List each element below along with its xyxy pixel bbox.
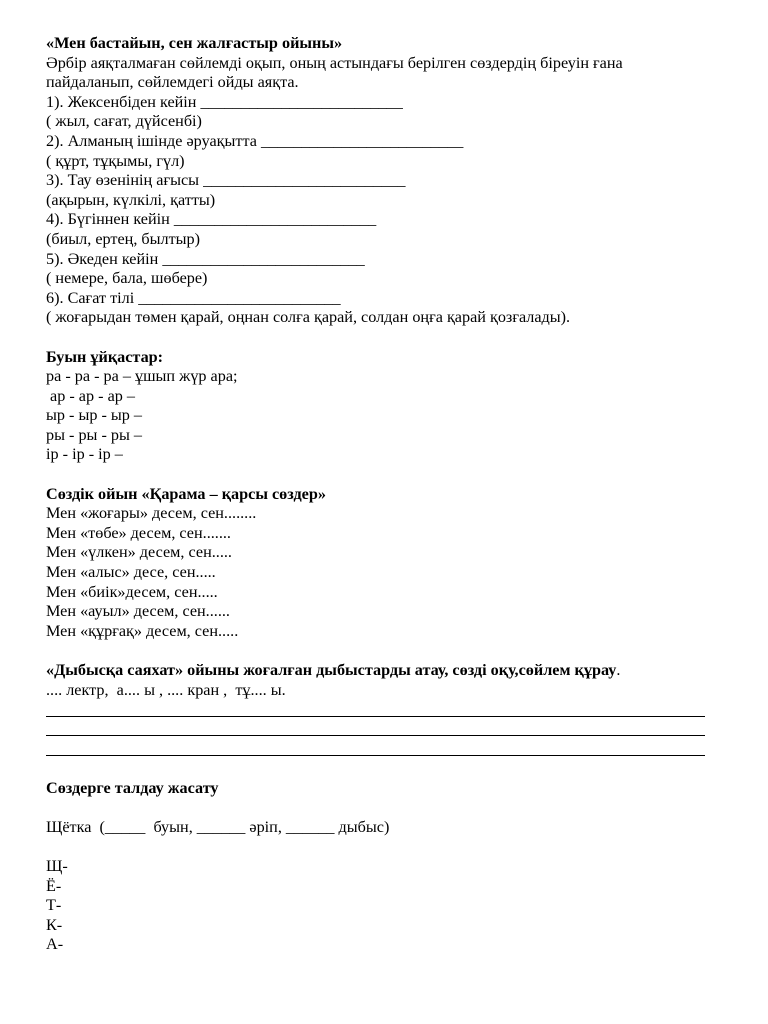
antonym-line: Мен «төбе» десем, сен....... xyxy=(46,523,231,542)
spacer xyxy=(46,641,716,661)
rhyme-line: ры - ры - ры – xyxy=(46,425,143,444)
spacer xyxy=(46,798,716,818)
item-6-prompt: 6). Сағат тілі _________________________ xyxy=(46,288,341,307)
word-analysis-line: Щётка (_____ буын, ______ әріп, ______ дыбыс) xyxy=(46,817,390,836)
letter-line: Т- xyxy=(46,896,62,915)
section1-title: «Мен бастайын, сен жалғастыр ойыны» xyxy=(46,34,343,52)
section4-title: «Дыбысқа саяхат» ойыны жоғалған дыбыстарды атау, сөзді оқу,сөйлем құрау xyxy=(46,661,617,679)
antonym-line: Мен «құрғақ» десем, сен..... xyxy=(46,621,239,640)
rhyme-line: ір - ір - ір – xyxy=(46,445,123,464)
answer-line xyxy=(46,720,716,740)
item-5-prompt: 5). Әкеден кейін _________________________ xyxy=(46,249,365,268)
rhyme-line: ыр - ыр - ыр – xyxy=(46,406,143,425)
item-5-options: ( немере, бала, шөбере) xyxy=(46,269,208,288)
antonym-line: Мен «жоғары» десем, сен........ xyxy=(46,504,257,523)
spacer xyxy=(46,837,716,857)
item-4-options: (биыл, ертең, былтыр) xyxy=(46,229,201,248)
section3-title: Сөздік ойын «Қарама – қарсы сөздер» xyxy=(46,484,326,503)
letter-line: Ё- xyxy=(46,876,62,895)
item-3-prompt: 3). Тау өзенінің ағысы _________________________ xyxy=(46,171,406,190)
letter-line: А- xyxy=(46,935,64,954)
section4-title-row xyxy=(46,661,716,681)
answer-line xyxy=(46,700,716,720)
item-2-prompt: 2). Алманың ішінде әруақытта _________________________ xyxy=(46,131,464,150)
rhyme-line: ра - ра - ра – ұшып жүр ара; xyxy=(46,367,238,386)
antonym-line: Мен «үлкен» десем, сен..... xyxy=(46,543,232,562)
letter-line: К- xyxy=(46,915,63,934)
item-3-options: (ақырын, күлкілі, қатты) xyxy=(46,190,216,209)
item-4-prompt: 4). Бүгіннен кейін _________________________ xyxy=(46,210,377,229)
missing-sounds-line: .... лектр, а.... ы , .... кран , тұ.... ы. xyxy=(46,680,286,699)
spacer xyxy=(46,465,716,485)
answer-line xyxy=(46,739,716,759)
item-2-options: ( құрт, тұқымы, гүл) xyxy=(46,151,185,170)
antonym-line: Мен «ауыл» десем, сен...... xyxy=(46,602,230,621)
rhyme-line: ар - ар - ар – xyxy=(46,386,135,405)
worksheet-content xyxy=(46,34,716,955)
item-1-prompt: 1). Жексенбіден кейін _________________________ xyxy=(46,92,403,111)
section5-title: Сөздерге талдау жасату xyxy=(46,778,219,797)
antonym-line: Мен «биік»десем, сен..... xyxy=(46,582,218,601)
item-6-options: ( жоғарыдан төмен қарай, оңнан солға қарай, солдан оңға қарай қозғалады). xyxy=(46,308,571,327)
section2-title: Буын ұйқастар: xyxy=(46,347,164,366)
section4-title-end: . xyxy=(616,661,621,679)
spacer xyxy=(46,759,716,779)
item-1-options: ( жыл, сағат, дүйсенбі) xyxy=(46,112,202,131)
section1-instruction-cont: пайдаланып, сөйлемдегі ойды аяқта. xyxy=(46,73,299,92)
antonym-line: Мен «алыс» десе, сен..... xyxy=(46,563,216,582)
letter-line: Щ- xyxy=(46,856,68,875)
spacer xyxy=(46,328,716,348)
section1-instruction: Әрбір аяқталмаған сөйлемді оқып, оның астындағы берілген сөздердің біреуін ғана xyxy=(46,53,623,72)
